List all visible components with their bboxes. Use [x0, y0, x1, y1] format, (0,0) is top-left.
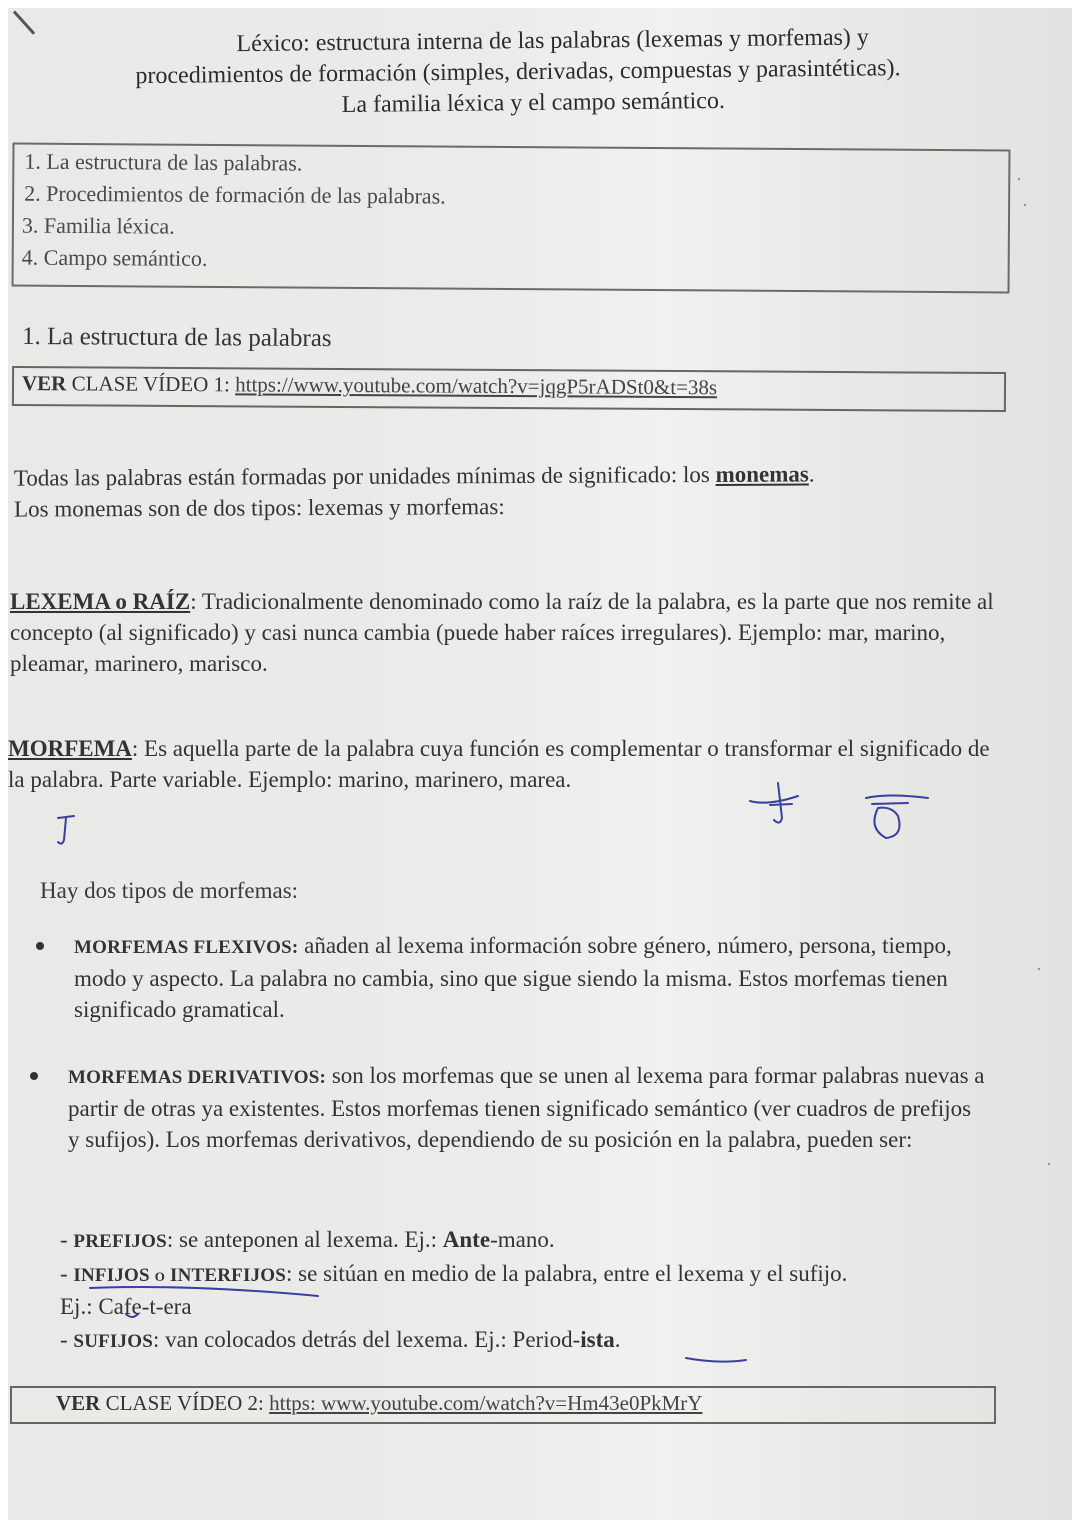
monemas-text: Todas las palabras están formadas por unidades mínimas de significado: los: [13, 461, 716, 491]
sufijos-term: SUFIJOS: [73, 1331, 153, 1352]
sufijos-text: : van colocados detrás del lexema. Ej.: Period-: [152, 1327, 581, 1352]
bullet-text: son los morfemas que se unen al lexema para formar palabras nuevas a partir de otras ya existentes. Estos morfemas tienen significado semántico (ver cuadros de prefijos y sufijos). Los morfemas derivativos, dependiendo de su posición en la palabra, pueden ser:: [68, 1063, 985, 1152]
monemas-term: monemas: [715, 461, 809, 487]
infijos-example: Ej.: Cafe-t-era: [60, 1294, 192, 1319]
video-label: CLASE VÍDEO 1:: [66, 371, 236, 397]
video-label: CLASE VÍDEO 2:: [100, 1391, 270, 1415]
morfema-types-intro: Hay dos tipos de morfemas:: [40, 878, 299, 903]
table-of-contents: [12, 143, 1011, 294]
paper-speck: [1024, 204, 1026, 206]
document-title: [28, 21, 1039, 125]
infijos-line: [60, 1258, 847, 1291]
dash: -: [60, 1227, 74, 1252]
infijos-text: : se sitúan en medio de la palabra, entre el lexema y el sufijo.: [286, 1261, 848, 1286]
bullet-icon: [30, 1072, 38, 1080]
video-label-strong: VER: [56, 1391, 101, 1415]
title-line-1: Léxico: estructura interna de las palabras (lexemas y morfemas) y: [236, 24, 869, 58]
handwritten-mark-marea: [58, 816, 74, 844]
prefijos-text: : se anteponen al lexema. Ej.:: [166, 1227, 443, 1252]
infijos-term: INFIJOS o INTERFIJOS: [73, 1265, 287, 1286]
lexema-definition: : Tradicionalmente denominado como la raíz de la palabra, es la parte que nos remite al concepto (al significado) y casi nunca cambia (puede haber raíces irregulares). Ejemplo: mar, marino, pleamar, marinero, marisco.: [10, 589, 994, 676]
morfema-term: MORFEMA: [8, 736, 132, 761]
sufijos-example-rest: .: [614, 1327, 621, 1352]
bullet-morfemas-derivativos: [68, 1060, 988, 1155]
video-label-strong: VER: [21, 371, 67, 396]
prefijos-line: [60, 1224, 555, 1257]
sufijos-line: [60, 1324, 621, 1357]
video-2-link[interactable]: https: www.youtube.com/watch?v=Hm43e0PkMrY: [269, 1391, 703, 1415]
toc-item: 1. La estructura de las palabras.: [24, 148, 303, 176]
paper-speck: [1038, 968, 1040, 970]
toc-item: 3. Familia léxica.: [21, 212, 175, 239]
punctuation: .: [808, 461, 815, 487]
bullet-term: MORFEMAS DERIVATIVOS:: [68, 1067, 327, 1088]
paper-speck: [1048, 1163, 1050, 1165]
toc-item: 4. Campo semántico.: [21, 244, 208, 271]
dash: -: [60, 1261, 74, 1286]
bullet-text: añaden al lexema información sobre género, número, persona, tiempo, modo y aspecto. La palabra no cambia, sino que sigue siendo la misma. Estos morfemas tienen significado gramatical.: [74, 933, 952, 1022]
bullet-icon: [36, 942, 44, 950]
bullet-morfemas-flexivos: [74, 930, 974, 1025]
dash: -: [60, 1327, 74, 1352]
toc-item: 2. Procedimientos de formación de las palabras.: [24, 180, 446, 209]
monemas-paragraph: [14, 457, 1014, 524]
video-link-box-2: [10, 1386, 996, 1424]
monemas-line-2: Los monemas son de dos tipos: lexemas y morfemas:: [14, 494, 505, 522]
sufijos-example-bold: ista: [580, 1327, 615, 1352]
scanned-page: [8, 8, 1072, 1520]
title-line-2: procedimientos de formación (simples, derivadas, compuestas y parasintéticas).: [135, 55, 901, 90]
lexema-term: LEXEMA o RAÍZ: [10, 589, 191, 614]
morfema-definition: : Es aquella parte de la palabra cuya función es complementar o transformar el significado de la palabra. Parte variable. Ejemplo: marino, marinero, marea.: [8, 736, 990, 792]
video-1-link[interactable]: https://www.youtube.com/watch?v=jqgP5rADSt0&t=38s: [235, 372, 718, 400]
prefijos-example-rest: -mano.: [490, 1227, 555, 1252]
paper-speck: [1018, 178, 1020, 180]
prefijos-example-bold: Ante: [442, 1227, 491, 1252]
handwritten-mark-marinero: [866, 796, 928, 839]
title-line-3: La familia léxica y el campo semántico.: [341, 87, 726, 119]
video-link-box-1: [12, 366, 1006, 412]
prefijos-term: PREFIJOS: [73, 1231, 167, 1252]
section-heading: 1. La estructura de las palabras: [21, 322, 332, 353]
handwritten-underline-ista: [686, 1358, 746, 1362]
lexema-paragraph: [10, 586, 1010, 679]
morfema-paragraph: [8, 733, 1008, 795]
bullet-term: MORFEMAS FLEXIVOS:: [74, 937, 299, 958]
